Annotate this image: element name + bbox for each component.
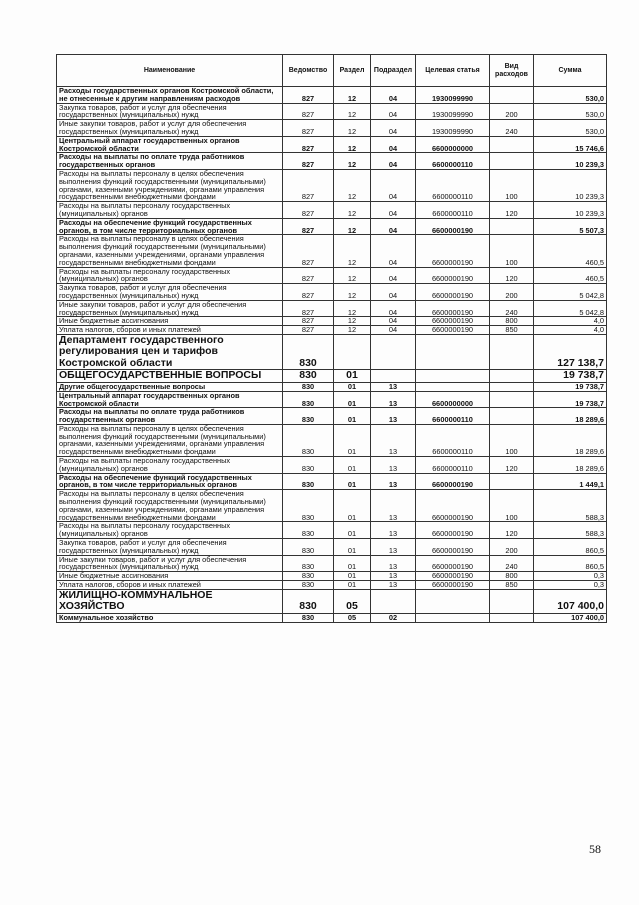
cell-summa: 460,5 bbox=[534, 267, 607, 284]
cell-podrazdel: 13 bbox=[371, 391, 416, 408]
cell-podrazdel: 04 bbox=[371, 218, 416, 235]
cell-name: Расходы на выплаты персоналу в целях обеспечения выполнения функций государственными (муниципальными) органами, казенными учреждениями, органами управления государственными внебюджетными фондами bbox=[57, 424, 283, 456]
cell-summa: 15 746,6 bbox=[534, 136, 607, 153]
header-razdel: Раздел bbox=[334, 55, 371, 87]
cell-celevaya-statya: 6600000190 bbox=[416, 539, 490, 556]
cell-podrazdel: 04 bbox=[371, 87, 416, 104]
cell-vedomstvo: 827 bbox=[283, 136, 334, 153]
table-row bbox=[57, 457, 607, 474]
cell-razdel: 12 bbox=[334, 218, 371, 235]
table-row bbox=[57, 539, 607, 556]
header-podrazdel: Подраздел bbox=[371, 55, 416, 87]
cell-vid-raskhodov: 240 bbox=[490, 120, 534, 137]
cell-name: Расходы на выплаты персоналу в целях обеспечения выполнения функций государственными (муниципальными) органами, казенными учреждениями, органами управления государственными внебюджетными фондами bbox=[57, 490, 283, 522]
cell-razdel: 01 bbox=[334, 408, 371, 425]
cell-celevaya-statya: 6600000110 bbox=[416, 202, 490, 219]
budget-table bbox=[56, 54, 607, 623]
cell-vedomstvo: 830 bbox=[283, 581, 334, 590]
cell-celevaya-statya: 6600000190 bbox=[416, 572, 490, 581]
cell-razdel bbox=[334, 334, 371, 370]
cell-celevaya-statya: 6600000190 bbox=[416, 267, 490, 284]
cell-summa: 4,0 bbox=[534, 317, 607, 326]
table-row bbox=[57, 424, 607, 456]
table-row bbox=[57, 370, 607, 383]
table-row bbox=[57, 136, 607, 153]
cell-razdel: 12 bbox=[334, 235, 371, 267]
cell-podrazdel: 13 bbox=[371, 572, 416, 581]
cell-name: Уплата налогов, сборов и иных платежей bbox=[57, 581, 283, 590]
cell-vedomstvo: 830 bbox=[283, 522, 334, 539]
cell-celevaya-statya: 6600000000 bbox=[416, 136, 490, 153]
cell-vedomstvo: 830 bbox=[283, 473, 334, 490]
cell-celevaya-statya: 6600000190 bbox=[416, 284, 490, 301]
cell-podrazdel bbox=[371, 370, 416, 383]
cell-vedomstvo: 830 bbox=[283, 555, 334, 572]
cell-summa: 107 400,0 bbox=[534, 613, 607, 622]
cell-summa: 860,5 bbox=[534, 539, 607, 556]
cell-razdel: 12 bbox=[334, 267, 371, 284]
cell-vid-raskhodov bbox=[490, 370, 534, 383]
cell-razdel: 12 bbox=[334, 202, 371, 219]
cell-razdel: 01 bbox=[334, 539, 371, 556]
cell-vid-raskhodov bbox=[490, 334, 534, 370]
table-row bbox=[57, 87, 607, 104]
cell-vedomstvo: 830 bbox=[283, 539, 334, 556]
cell-celevaya-statya: 6600000190 bbox=[416, 522, 490, 539]
cell-vid-raskhodov: 800 bbox=[490, 317, 534, 326]
cell-razdel: 05 bbox=[334, 613, 371, 622]
cell-name: ОБЩЕГОСУДАРСТВЕННЫЕ ВОПРОСЫ bbox=[57, 370, 283, 383]
table-row bbox=[57, 473, 607, 490]
cell-vid-raskhodov: 120 bbox=[490, 267, 534, 284]
cell-razdel: 01 bbox=[334, 370, 371, 383]
table-row bbox=[57, 169, 607, 201]
cell-celevaya-statya: 6600000000 bbox=[416, 391, 490, 408]
header-summa: Сумма bbox=[534, 55, 607, 87]
cell-podrazdel: 13 bbox=[371, 424, 416, 456]
cell-podrazdel: 04 bbox=[371, 136, 416, 153]
cell-podrazdel: 04 bbox=[371, 300, 416, 317]
cell-vedomstvo: 830 bbox=[283, 572, 334, 581]
cell-vedomstvo: 827 bbox=[283, 202, 334, 219]
cell-podrazdel: 13 bbox=[371, 473, 416, 490]
cell-vid-raskhodov: 120 bbox=[490, 522, 534, 539]
cell-razdel: 01 bbox=[334, 473, 371, 490]
table-row bbox=[57, 103, 607, 120]
cell-razdel: 01 bbox=[334, 382, 371, 391]
cell-celevaya-statya: 6600000190 bbox=[416, 317, 490, 326]
cell-summa: 19 738,7 bbox=[534, 370, 607, 383]
cell-vid-raskhodov bbox=[490, 408, 534, 425]
page-number: 58 bbox=[589, 842, 601, 856]
cell-razdel: 01 bbox=[334, 457, 371, 474]
cell-summa: 530,0 bbox=[534, 87, 607, 104]
cell-vedomstvo: 827 bbox=[283, 169, 334, 201]
cell-vedomstvo: 830 bbox=[283, 457, 334, 474]
cell-vid-raskhodov: 200 bbox=[490, 103, 534, 120]
cell-vedomstvo: 827 bbox=[283, 267, 334, 284]
cell-celevaya-statya: 6600000190 bbox=[416, 235, 490, 267]
cell-podrazdel: 13 bbox=[371, 490, 416, 522]
cell-podrazdel: 13 bbox=[371, 555, 416, 572]
cell-celevaya-statya: 6600000190 bbox=[416, 490, 490, 522]
cell-celevaya-statya bbox=[416, 382, 490, 391]
header-vedomstvo: Ведомство bbox=[283, 55, 334, 87]
cell-vid-raskhodov bbox=[490, 87, 534, 104]
cell-vedomstvo: 830 bbox=[283, 589, 334, 613]
cell-vedomstvo: 827 bbox=[283, 87, 334, 104]
cell-podrazdel: 13 bbox=[371, 408, 416, 425]
cell-name: Иные закупки товаров, работ и услуг для обеспечения государственных (муниципальных) нужд bbox=[57, 555, 283, 572]
cell-podrazdel: 04 bbox=[371, 202, 416, 219]
cell-summa: 19 738,7 bbox=[534, 382, 607, 391]
cell-name: Иные закупки товаров, работ и услуг для обеспечения государственных (муниципальных) нужд bbox=[57, 300, 283, 317]
cell-vid-raskhodov: 100 bbox=[490, 424, 534, 456]
cell-summa: 588,3 bbox=[534, 490, 607, 522]
cell-name: Центральный аппарат государственных органов Костромской области bbox=[57, 136, 283, 153]
cell-summa: 460,5 bbox=[534, 235, 607, 267]
cell-name: Расходы на выплаты персоналу государственных (муниципальных) органов bbox=[57, 457, 283, 474]
cell-razdel: 12 bbox=[334, 87, 371, 104]
cell-vedomstvo: 830 bbox=[283, 408, 334, 425]
cell-podrazdel bbox=[371, 589, 416, 613]
table-header-row bbox=[57, 55, 607, 87]
cell-celevaya-statya: 6600000190 bbox=[416, 300, 490, 317]
cell-vedomstvo: 827 bbox=[283, 326, 334, 335]
cell-summa: 19 738,7 bbox=[534, 391, 607, 408]
cell-vid-raskhodov bbox=[490, 218, 534, 235]
cell-vid-raskhodov: 240 bbox=[490, 300, 534, 317]
cell-vid-raskhodov: 800 bbox=[490, 572, 534, 581]
cell-name: Коммунальное хозяйство bbox=[57, 613, 283, 622]
cell-celevaya-statya: 6600000110 bbox=[416, 153, 490, 170]
cell-summa: 10 239,3 bbox=[534, 169, 607, 201]
cell-celevaya-statya: 6600000190 bbox=[416, 581, 490, 590]
cell-podrazdel: 04 bbox=[371, 326, 416, 335]
cell-summa: 5 042,8 bbox=[534, 284, 607, 301]
cell-name: Закупка товаров, работ и услуг для обеспечения государственных (муниципальных) нужд bbox=[57, 539, 283, 556]
cell-name: Расходы на выплаты персоналу в целях обеспечения выполнения функций государственными (муниципальными) органами, казенными учреждениями, органами управления государственными внебюджетными фондами bbox=[57, 235, 283, 267]
cell-celevaya-statya: 6600000110 bbox=[416, 457, 490, 474]
cell-summa: 18 289,6 bbox=[534, 424, 607, 456]
cell-name: Расходы на выплаты персоналу в целях обеспечения выполнения функций государственными (муниципальными) органами, казенными учреждениями, органами управления государственными внебюджетными фондами bbox=[57, 169, 283, 201]
table-row bbox=[57, 613, 607, 622]
cell-vid-raskhodov bbox=[490, 153, 534, 170]
cell-razdel: 12 bbox=[334, 153, 371, 170]
cell-razdel: 12 bbox=[334, 136, 371, 153]
cell-celevaya-statya bbox=[416, 334, 490, 370]
cell-vid-raskhodov bbox=[490, 391, 534, 408]
cell-name: Департамент государственного регулирования цен и тарифов Костромской области bbox=[57, 334, 283, 370]
cell-razdel: 01 bbox=[334, 581, 371, 590]
cell-podrazdel: 04 bbox=[371, 103, 416, 120]
cell-vedomstvo: 830 bbox=[283, 382, 334, 391]
cell-name: Центральный аппарат государственных органов Костромской области bbox=[57, 391, 283, 408]
cell-podrazdel: 02 bbox=[371, 613, 416, 622]
cell-razdel: 12 bbox=[334, 300, 371, 317]
cell-vid-raskhodov: 200 bbox=[490, 284, 534, 301]
cell-vid-raskhodov: 120 bbox=[490, 202, 534, 219]
cell-vid-raskhodov: 100 bbox=[490, 169, 534, 201]
cell-summa: 588,3 bbox=[534, 522, 607, 539]
cell-celevaya-statya: 6600000190 bbox=[416, 218, 490, 235]
table-row bbox=[57, 382, 607, 391]
cell-summa: 10 239,3 bbox=[534, 202, 607, 219]
cell-vid-raskhodov bbox=[490, 136, 534, 153]
cell-razdel: 12 bbox=[334, 317, 371, 326]
table-row bbox=[57, 334, 607, 370]
cell-name: Расходы на выплаты по оплате труда работников государственных органов bbox=[57, 408, 283, 425]
cell-celevaya-statya bbox=[416, 370, 490, 383]
cell-name: Расходы на выплаты персоналу государственных (муниципальных) органов bbox=[57, 522, 283, 539]
cell-podrazdel: 04 bbox=[371, 153, 416, 170]
cell-celevaya-statya: 1930099990 bbox=[416, 87, 490, 104]
cell-vid-raskhodov: 850 bbox=[490, 581, 534, 590]
table-row bbox=[57, 218, 607, 235]
cell-name: Иные бюджетные ассигнования bbox=[57, 572, 283, 581]
cell-podrazdel: 13 bbox=[371, 522, 416, 539]
cell-summa: 860,5 bbox=[534, 555, 607, 572]
cell-podrazdel: 04 bbox=[371, 120, 416, 137]
cell-razdel: 01 bbox=[334, 391, 371, 408]
cell-summa: 18 289,6 bbox=[534, 408, 607, 425]
table-row bbox=[57, 120, 607, 137]
cell-name: Закупка товаров, работ и услуг для обеспечения государственных (муниципальных) нужд bbox=[57, 103, 283, 120]
cell-name: Иные закупки товаров, работ и услуг для обеспечения государственных (муниципальных) нужд bbox=[57, 120, 283, 137]
cell-vedomstvo: 827 bbox=[283, 300, 334, 317]
cell-celevaya-statya: 6600000110 bbox=[416, 424, 490, 456]
cell-celevaya-statya: 1930099990 bbox=[416, 103, 490, 120]
cell-razdel: 12 bbox=[334, 103, 371, 120]
cell-summa: 4,0 bbox=[534, 326, 607, 335]
cell-celevaya-statya: 1930099990 bbox=[416, 120, 490, 137]
cell-vid-raskhodov: 100 bbox=[490, 490, 534, 522]
cell-summa: 530,0 bbox=[534, 103, 607, 120]
cell-name: Другие общегосударственные вопросы bbox=[57, 382, 283, 391]
cell-podrazdel: 13 bbox=[371, 382, 416, 391]
cell-name: Расходы на выплаты персоналу государственных (муниципальных) органов bbox=[57, 202, 283, 219]
cell-vid-raskhodov: 100 bbox=[490, 235, 534, 267]
cell-summa: 10 239,3 bbox=[534, 153, 607, 170]
cell-vid-raskhodov: 240 bbox=[490, 555, 534, 572]
table-row bbox=[57, 300, 607, 317]
table-row bbox=[57, 589, 607, 613]
cell-podrazdel: 04 bbox=[371, 317, 416, 326]
cell-summa: 107 400,0 bbox=[534, 589, 607, 613]
cell-celevaya-statya: 6600000190 bbox=[416, 555, 490, 572]
cell-razdel: 05 bbox=[334, 589, 371, 613]
header-vid-raskhodov: Вид расходов bbox=[490, 55, 534, 87]
table-row bbox=[57, 235, 607, 267]
cell-vid-raskhodov: 200 bbox=[490, 539, 534, 556]
cell-name: ЖИЛИЩНО-КОММУНАЛЬНОЕ ХОЗЯЙСТВО bbox=[57, 589, 283, 613]
cell-vedomstvo: 827 bbox=[283, 120, 334, 137]
cell-name: Расходы на обеспечение функций государственных органов, в том числе территориальных органов bbox=[57, 218, 283, 235]
cell-razdel: 01 bbox=[334, 555, 371, 572]
cell-vid-raskhodov: 120 bbox=[490, 457, 534, 474]
cell-vid-raskhodov bbox=[490, 589, 534, 613]
cell-razdel: 01 bbox=[334, 490, 371, 522]
cell-summa: 1 449,1 bbox=[534, 473, 607, 490]
cell-summa: 0,3 bbox=[534, 581, 607, 590]
cell-podrazdel: 04 bbox=[371, 267, 416, 284]
table-row bbox=[57, 408, 607, 425]
cell-celevaya-statya bbox=[416, 589, 490, 613]
cell-name: Расходы на выплаты по оплате труда работников государственных органов bbox=[57, 153, 283, 170]
cell-celevaya-statya: 6600000110 bbox=[416, 169, 490, 201]
cell-vid-raskhodov bbox=[490, 613, 534, 622]
cell-vedomstvo: 827 bbox=[283, 103, 334, 120]
cell-summa: 18 289,6 bbox=[534, 457, 607, 474]
cell-vid-raskhodov: 850 bbox=[490, 326, 534, 335]
cell-vedomstvo: 827 bbox=[283, 284, 334, 301]
cell-razdel: 12 bbox=[334, 120, 371, 137]
cell-name: Расходы государственных органов Костромской области, не отнесенные к другим направлениям расходов bbox=[57, 87, 283, 104]
cell-vedomstvo: 830 bbox=[283, 370, 334, 383]
header-celevaya-statya: Целевая статья bbox=[416, 55, 490, 87]
cell-celevaya-statya: 6600000110 bbox=[416, 408, 490, 425]
cell-razdel: 01 bbox=[334, 424, 371, 456]
cell-name: Расходы на обеспечение функций государственных органов, в том числе территориальных органов bbox=[57, 473, 283, 490]
cell-vid-raskhodov bbox=[490, 382, 534, 391]
cell-name: Расходы на выплаты персоналу государственных (муниципальных) органов bbox=[57, 267, 283, 284]
cell-name: Уплата налогов, сборов и иных платежей bbox=[57, 326, 283, 335]
cell-vedomstvo: 830 bbox=[283, 490, 334, 522]
table-body bbox=[57, 87, 607, 623]
cell-podrazdel: 04 bbox=[371, 235, 416, 267]
cell-podrazdel: 13 bbox=[371, 457, 416, 474]
cell-vid-raskhodov bbox=[490, 473, 534, 490]
table-row bbox=[57, 581, 607, 590]
cell-vedomstvo: 827 bbox=[283, 218, 334, 235]
cell-vedomstvo: 830 bbox=[283, 334, 334, 370]
cell-razdel: 01 bbox=[334, 522, 371, 539]
cell-podrazdel: 13 bbox=[371, 539, 416, 556]
cell-summa: 5 042,8 bbox=[534, 300, 607, 317]
cell-podrazdel: 04 bbox=[371, 169, 416, 201]
cell-celevaya-statya bbox=[416, 613, 490, 622]
table-row bbox=[57, 555, 607, 572]
cell-summa: 127 138,7 bbox=[534, 334, 607, 370]
cell-vedomstvo: 827 bbox=[283, 235, 334, 267]
cell-name: Иные бюджетные ассигнования bbox=[57, 317, 283, 326]
cell-vedomstvo: 830 bbox=[283, 424, 334, 456]
cell-vedomstvo: 830 bbox=[283, 391, 334, 408]
cell-vedomstvo: 827 bbox=[283, 153, 334, 170]
cell-podrazdel bbox=[371, 334, 416, 370]
cell-podrazdel: 13 bbox=[371, 581, 416, 590]
cell-name: Закупка товаров, работ и услуг для обеспечения государственных (муниципальных) нужд bbox=[57, 284, 283, 301]
table-row bbox=[57, 490, 607, 522]
cell-podrazdel: 04 bbox=[371, 284, 416, 301]
cell-summa: 0,3 bbox=[534, 572, 607, 581]
table-row bbox=[57, 202, 607, 219]
cell-vedomstvo: 827 bbox=[283, 317, 334, 326]
cell-celevaya-statya: 6600000190 bbox=[416, 326, 490, 335]
table-row bbox=[57, 153, 607, 170]
cell-razdel: 12 bbox=[334, 326, 371, 335]
cell-celevaya-statya: 6600000190 bbox=[416, 473, 490, 490]
cell-razdel: 12 bbox=[334, 169, 371, 201]
cell-vedomstvo: 830 bbox=[283, 613, 334, 622]
cell-summa: 530,0 bbox=[534, 120, 607, 137]
table-row bbox=[57, 284, 607, 301]
table-row bbox=[57, 267, 607, 284]
cell-razdel: 01 bbox=[334, 572, 371, 581]
header-name: Наименование bbox=[57, 55, 283, 87]
table-row bbox=[57, 391, 607, 408]
table-row bbox=[57, 522, 607, 539]
cell-summa: 5 507,3 bbox=[534, 218, 607, 235]
cell-razdel: 12 bbox=[334, 284, 371, 301]
